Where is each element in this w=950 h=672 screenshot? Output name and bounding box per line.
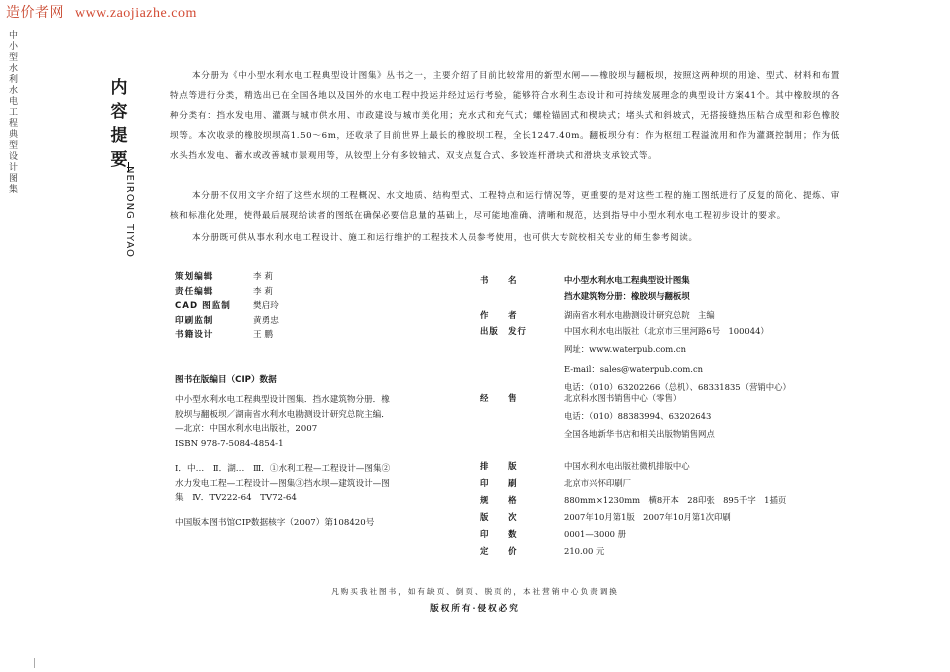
pub-value: 网址：www.waterpub.com.cn bbox=[564, 344, 686, 354]
pub-value: 挡水建筑物分册：橡胶坝与翻板坝 bbox=[564, 291, 690, 301]
staff-role: CAD 图监制 bbox=[175, 301, 231, 311]
pub-value: 210.00 元 bbox=[564, 546, 605, 556]
pub-label: 书 名 bbox=[480, 275, 518, 285]
footer-notice: 凡购买我社图书，如有缺页、倒页、脱页的，本社营销中心负责调换 bbox=[331, 587, 619, 596]
pub-value: E-mail：sales@waterpub.com.cn bbox=[564, 364, 704, 374]
pub-label: 印 刷 bbox=[480, 478, 518, 488]
cip-subjects: Ⅰ．中… Ⅱ．湖… Ⅲ．①水利工程—工程设计—图集②水力发电工程—工程设计—图集③挡水坝—建筑设计—图集 Ⅳ．TV222-64 TV72-64 bbox=[175, 464, 391, 503]
staff-row bbox=[175, 314, 279, 329]
pub-label: 经 售 bbox=[480, 393, 518, 403]
watermark-site: www.zaojiazhe.com bbox=[74, 6, 197, 21]
cip-number: 中国版本图书馆CIP数据核字（2007）第108420号 bbox=[175, 518, 375, 528]
pub-label: 排 版 bbox=[480, 461, 518, 471]
staff-row bbox=[175, 285, 279, 300]
pub-value: 电话：（010）88383994、63202643 bbox=[564, 411, 712, 421]
pub-value: 880mm×1230mm 横8开本 28印张 895千字 1插页 bbox=[564, 495, 787, 505]
watermark-brand: 造价者网 bbox=[6, 5, 64, 21]
pub-value: 中小型水利水电工程典型设计图集 bbox=[564, 275, 690, 285]
staff-row bbox=[175, 328, 279, 343]
staff-row bbox=[175, 299, 279, 314]
cip-isbn: ISBN 978-7-5084-4854-1 bbox=[175, 439, 284, 449]
side-series-title: 中小型水利水电工程典型设计图集 bbox=[7, 30, 17, 195]
pub-label: 定 价 bbox=[480, 546, 518, 556]
staff-name: 王 鹏 bbox=[253, 330, 273, 340]
cip-body: 中小型水利水电工程典型设计图集．挡水建筑物分册．橡胶坝与翻板坝／湖南省水利水电勘测设计研究总院主编．—北京：中国水利水电出版社，2007 bbox=[175, 395, 390, 434]
staff-name: 李 莉 bbox=[253, 272, 273, 282]
summary-paragraph-3: 本分册既可供从事水利水电工程设计、施工和运行维护的工程技术人员参考使用，也可供大专院校相关专业的师生参考阅读。 bbox=[192, 233, 698, 243]
staff-name: 李 莉 bbox=[253, 286, 273, 297]
heading-pinyin: NEIRONG TIYAO bbox=[124, 166, 135, 258]
staff-list bbox=[175, 270, 279, 343]
pub-label: 作 者 bbox=[480, 310, 518, 320]
pub-value: 0001—3000 册 bbox=[564, 529, 627, 539]
summary-paragraph-1: 本分册为《中小型水利水电工程典型设计图集》丛书之一，主要介绍了目前比较常用的新型水闸——橡胶坝与翻板坝，按照这两种坝的用途、型式、材料和布置特点等进行分类，精选出已在全国各地以及国外的水电工程中投运并经过运行考验，能够符合水利生态设计和可持续发展理念的典型设计方案41个。其中橡胶坝的各种分类有：挡水发电用、灌溉与城市供水用、市政建设与城市美化用；充水式和充气式；螺栓锚固式和楔块式；堵头式和斜坡式，无搭接缝热压粘合成型和彩色橡胶坝等。本次收录的橡胶坝坝高1.50～6m，还收录了目前世界上最长的橡胶坝工程，全长1247.40m。翻板坝分有：作为枢纽工程溢流用和作为灌溉控制用；作为低水头挡水发电、蓄水或改善城市景观用等，从铰型上分有多铰轴式、双支点复合式、多铰连杆滑块式和滑块支承铰式等。 bbox=[170, 71, 840, 161]
staff-role: 策划编辑 bbox=[175, 272, 214, 282]
footer-rights: 版权所有·侵权必究 bbox=[430, 604, 520, 614]
heading-title: 内容提要 bbox=[110, 78, 128, 170]
pub-value: 电话：（010）63202266（总机）、68331835（营销中心） bbox=[564, 382, 791, 392]
staff-row bbox=[175, 270, 279, 285]
pub-label: 规 格 bbox=[480, 495, 518, 505]
staff-role: 书籍设计 bbox=[175, 330, 214, 340]
cip-title: 图书在版编目（CIP）数据 bbox=[175, 375, 277, 385]
summary-paragraph-2: 本分册不仅用文字介绍了这些水坝的工程概况、水文地质、结构型式、工程特点和运行情况等，更重要的是对这些工程的施工图纸进行了反复的简化、提炼、审核和标准化处理，使得最后展现给读者的图纸在确保必要信息量的基础上，尽可能地准确、清晰和规范，达到指导中小型水利水电工程初步设计的要求。 bbox=[170, 191, 840, 221]
pub-label: 出版 发行 bbox=[480, 326, 527, 336]
pub-value: 中国水利水电出版社微机排版中心 bbox=[564, 461, 690, 471]
pub-label: 版 次 bbox=[480, 512, 518, 522]
pub-value: 2007年10月第1版 2007年10月第1次印刷 bbox=[564, 512, 731, 522]
pub-label: 印 数 bbox=[480, 529, 518, 539]
pub-value: 北京市兴怀印刷厂 bbox=[564, 478, 631, 488]
pub-value: 中国水利水电出版社（北京市三里河路6号 100044） bbox=[564, 326, 769, 336]
pub-value: 全国各地新华书店和相关出版物销售网点 bbox=[564, 429, 715, 439]
watermark bbox=[6, 2, 197, 22]
staff-role: 责任编辑 bbox=[175, 286, 214, 297]
pub-value: 北京科水图书销售中心（零售） bbox=[564, 393, 682, 403]
staff-name: 樊启玲 bbox=[253, 301, 279, 311]
corner-mark bbox=[34, 658, 45, 668]
staff-name: 黄勇忠 bbox=[253, 315, 279, 326]
pub-value: 湖南省水利水电勘测设计研究总院 主编 bbox=[564, 310, 715, 320]
staff-role: 印刷监制 bbox=[175, 315, 214, 326]
